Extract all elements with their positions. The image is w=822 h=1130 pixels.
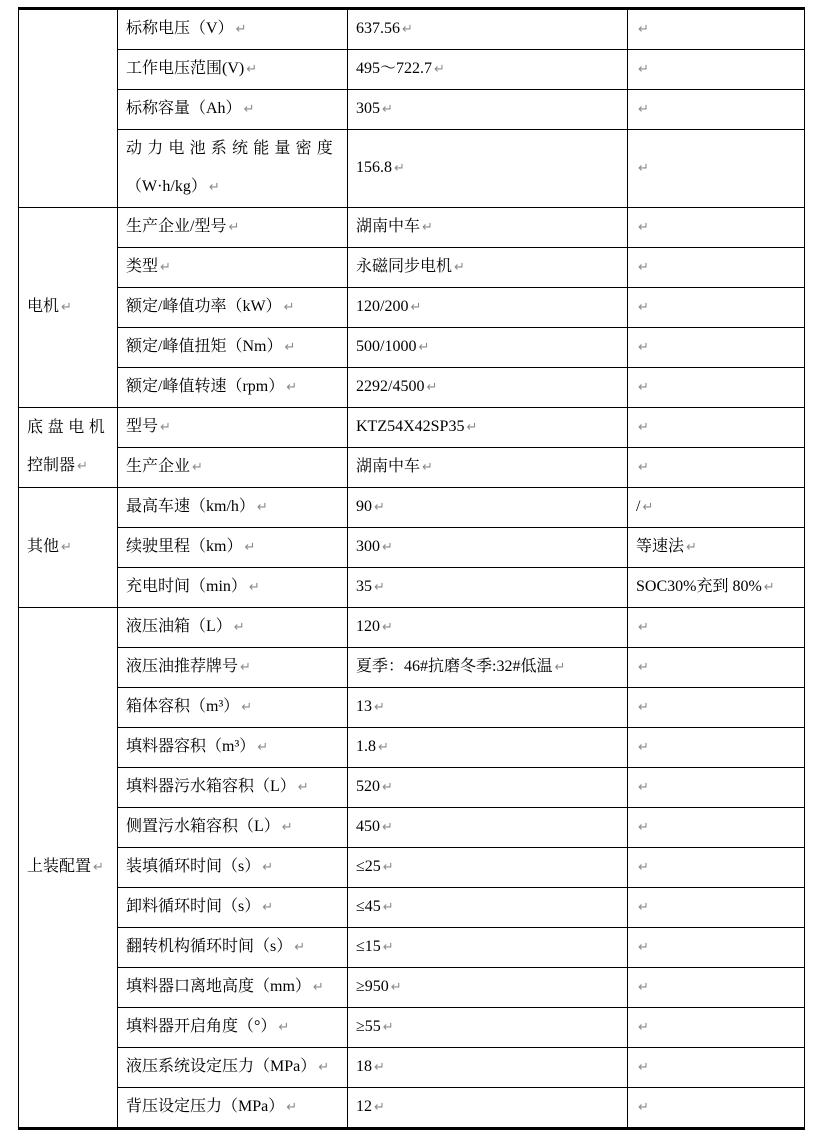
parameter-label: 背压设定压力（MPa） xyxy=(126,1098,285,1115)
parameter-label: 工作电压范围(V) xyxy=(126,60,245,77)
value-text: 18 xyxy=(356,1058,372,1075)
value-cell[interactable] xyxy=(348,208,628,248)
value-text: 13 xyxy=(356,698,372,715)
note-cell[interactable] xyxy=(628,90,805,130)
paragraph-mark-icon: ↵ xyxy=(638,380,649,395)
category-line xyxy=(27,409,109,447)
paragraph-mark-icon: ↵ xyxy=(284,340,296,355)
value-text: 湖南中车 xyxy=(356,458,421,475)
paragraph-mark-icon: ↵ xyxy=(638,900,649,915)
parameter-cell[interactable] xyxy=(118,1008,348,1048)
paragraph-mark-icon: ↵ xyxy=(283,300,295,315)
parameter-label: 填料器污水箱容积（L） xyxy=(126,778,296,795)
paragraph-mark-icon: ↵ xyxy=(382,900,394,915)
parameter-label: 标称容量（Ah） xyxy=(126,100,242,117)
table-row xyxy=(19,1008,805,1048)
paragraph-mark-icon: ↵ xyxy=(192,460,203,475)
paragraph-mark-icon: ↵ xyxy=(382,102,393,117)
parameter-cell[interactable] xyxy=(118,1088,348,1129)
parameter-label: 额定/峰值功率（kW） xyxy=(126,298,282,315)
parameter-label: 液压系统设定压力（MPa） xyxy=(126,1058,317,1075)
note-cell[interactable] xyxy=(628,208,805,248)
value-cell[interactable] xyxy=(348,928,628,968)
parameter-cell[interactable] xyxy=(118,248,348,288)
paragraph-mark-icon: ↵ xyxy=(638,740,649,755)
note-cell[interactable] xyxy=(628,728,805,768)
paragraph-mark-icon: ↵ xyxy=(248,580,260,595)
category-cell[interactable] xyxy=(19,208,118,408)
category-cell[interactable] xyxy=(19,408,118,488)
table-row xyxy=(19,408,805,448)
parameter-cell[interactable] xyxy=(118,9,348,50)
paragraph-mark-icon: ↵ xyxy=(642,500,654,515)
parameter-label: 续驶里程（km） xyxy=(126,538,243,555)
category-cell[interactable] xyxy=(19,9,118,208)
paragraph-mark-icon: ↵ xyxy=(374,700,385,715)
table-row xyxy=(19,288,805,328)
paragraph-mark-icon: ↵ xyxy=(638,420,649,435)
value-cell[interactable] xyxy=(348,1008,628,1048)
table-row xyxy=(19,9,805,50)
value-text: 1.8 xyxy=(356,738,376,755)
note-text: / xyxy=(636,498,641,515)
parameter-label: （W·h/kg） xyxy=(126,178,207,195)
paragraph-mark-icon: ↵ xyxy=(262,900,274,915)
table-row xyxy=(19,1088,805,1129)
value-text: 300 xyxy=(356,538,380,555)
paragraph-mark-icon: ↵ xyxy=(286,1100,298,1115)
paragraph-mark-icon: ↵ xyxy=(61,540,72,555)
paragraph-mark-icon: ↵ xyxy=(257,740,269,755)
paragraph-mark-icon: ↵ xyxy=(208,180,220,195)
paragraph-mark-icon: ↵ xyxy=(466,420,478,435)
document-page xyxy=(0,7,822,1115)
paragraph-mark-icon: ↵ xyxy=(638,980,649,995)
parameter-label: 卸料循环时间（s） xyxy=(126,898,261,915)
value-text: 120 xyxy=(356,618,380,635)
table-row xyxy=(19,968,805,1008)
spec-table xyxy=(18,7,805,1130)
value-text: 永磁同步电机 xyxy=(356,258,453,275)
paragraph-mark-icon: ↵ xyxy=(638,220,649,235)
parameter-label: 额定/峰值转速（rpm） xyxy=(126,378,285,395)
note-text: 等速法 xyxy=(636,538,685,555)
parameter-cell[interactable] xyxy=(118,90,348,130)
parameter-label: 箱体容积（m³） xyxy=(126,698,240,715)
category-line xyxy=(27,528,109,567)
category-label: 电机 xyxy=(27,298,60,315)
paragraph-mark-icon: ↵ xyxy=(638,620,649,635)
paragraph-mark-icon: ↵ xyxy=(638,940,649,955)
note-text: SOC30%充到 80% xyxy=(636,578,762,595)
category-cell[interactable] xyxy=(19,608,118,1129)
value-cell[interactable] xyxy=(348,90,628,130)
paragraph-mark-icon: ↵ xyxy=(686,540,697,555)
paragraph-mark-icon: ↵ xyxy=(426,380,438,395)
value-text: ≥55 xyxy=(356,1018,381,1035)
paragraph-mark-icon: ↵ xyxy=(235,22,247,37)
table-row xyxy=(19,648,805,688)
value-text: 156.8 xyxy=(356,159,392,176)
paragraph-mark-icon: ↵ xyxy=(422,460,433,475)
category-cell[interactable] xyxy=(19,488,118,608)
paragraph-mark-icon: ↵ xyxy=(160,420,171,435)
value-cell[interactable] xyxy=(348,1088,628,1129)
parameter-label: 型号 xyxy=(126,418,159,435)
parameter-cell[interactable] xyxy=(118,928,348,968)
parameter-label: 动力电池系统能量密度 xyxy=(126,140,339,157)
table-row xyxy=(19,488,805,528)
paragraph-mark-icon: ↵ xyxy=(638,300,649,315)
note-cell[interactable] xyxy=(628,1008,805,1048)
parameter-cell[interactable] xyxy=(118,1048,348,1088)
table-row xyxy=(19,568,805,608)
value-text: ≤25 xyxy=(356,858,381,875)
parameter-cell[interactable] xyxy=(118,208,348,248)
paragraph-mark-icon: ↵ xyxy=(93,860,104,875)
value-text: KTZ54X42SP35 xyxy=(356,418,465,435)
paragraph-mark-icon: ↵ xyxy=(410,300,422,315)
value-cell[interactable] xyxy=(348,848,628,888)
paragraph-mark-icon: ↵ xyxy=(638,102,649,117)
value-cell[interactable] xyxy=(348,768,628,808)
note-cell[interactable] xyxy=(628,408,805,448)
paragraph-mark-icon: ↵ xyxy=(318,1060,330,1075)
parameter-cell[interactable] xyxy=(118,648,348,688)
parameter-cell[interactable] xyxy=(118,488,348,528)
parameter-label: 侧置污水箱容积（L） xyxy=(126,818,280,835)
parameter-line xyxy=(126,168,339,207)
paragraph-mark-icon: ↵ xyxy=(638,62,649,77)
note-cell[interactable] xyxy=(628,448,805,488)
table-row xyxy=(19,608,805,648)
value-text: 湖南中车 xyxy=(356,218,421,235)
paragraph-mark-icon: ↵ xyxy=(378,740,389,755)
value-cell[interactable] xyxy=(348,288,628,328)
category-line xyxy=(27,288,109,327)
parameter-cell[interactable] xyxy=(118,528,348,568)
note-cell[interactable] xyxy=(628,808,805,848)
value-text: ≤15 xyxy=(356,938,381,955)
parameter-label: 类型 xyxy=(126,258,159,275)
table-row xyxy=(19,528,805,568)
paragraph-mark-icon: ↵ xyxy=(638,860,649,875)
note-cell[interactable] xyxy=(628,488,805,528)
value-cell[interactable] xyxy=(348,688,628,728)
value-text: ≥950 xyxy=(356,978,389,995)
table-row xyxy=(19,1048,805,1088)
parameter-cell[interactable] xyxy=(118,130,348,208)
parameter-cell[interactable] xyxy=(118,728,348,768)
parameter-cell[interactable] xyxy=(118,448,348,488)
note-cell[interactable] xyxy=(628,848,805,888)
note-cell[interactable] xyxy=(628,608,805,648)
value-text: 120/200 xyxy=(356,298,409,315)
value-text: 2292/4500 xyxy=(356,378,425,395)
parameter-cell[interactable] xyxy=(118,768,348,808)
parameter-label: 液压油推荐牌号 xyxy=(126,658,239,675)
note-cell[interactable] xyxy=(628,888,805,928)
paragraph-mark-icon: ↵ xyxy=(374,500,385,515)
note-cell[interactable] xyxy=(628,688,805,728)
paragraph-mark-icon: ↵ xyxy=(233,620,245,635)
note-cell[interactable] xyxy=(628,968,805,1008)
paragraph-mark-icon: ↵ xyxy=(638,700,649,715)
parameter-cell[interactable] xyxy=(118,888,348,928)
paragraph-mark-icon: ↵ xyxy=(374,580,385,595)
paragraph-mark-icon: ↵ xyxy=(256,500,268,515)
note-cell[interactable] xyxy=(628,368,805,408)
value-text: 35 xyxy=(356,578,372,595)
value-cell[interactable] xyxy=(348,50,628,90)
paragraph-mark-icon: ↵ xyxy=(638,1020,649,1035)
table-row xyxy=(19,368,805,408)
paragraph-mark-icon: ↵ xyxy=(434,62,445,77)
paragraph-mark-icon: ↵ xyxy=(382,620,393,635)
parameter-label: 液压油箱（L） xyxy=(126,618,232,635)
paragraph-mark-icon: ↵ xyxy=(297,780,309,795)
paragraph-mark-icon: ↵ xyxy=(281,820,293,835)
value-cell[interactable] xyxy=(348,488,628,528)
parameter-cell[interactable] xyxy=(118,968,348,1008)
parameter-cell[interactable] xyxy=(118,288,348,328)
table-row xyxy=(19,50,805,90)
paragraph-mark-icon: ↵ xyxy=(382,540,393,555)
paragraph-mark-icon: ↵ xyxy=(61,300,72,315)
paragraph-mark-icon: ↵ xyxy=(243,102,255,117)
paragraph-mark-icon: ↵ xyxy=(240,660,251,675)
value-cell[interactable] xyxy=(348,9,628,50)
note-cell[interactable] xyxy=(628,9,805,50)
note-cell[interactable] xyxy=(628,248,805,288)
paragraph-mark-icon: ↵ xyxy=(638,780,649,795)
value-text: 90 xyxy=(356,498,372,515)
table-row xyxy=(19,130,805,208)
value-text: 500/1000 xyxy=(356,338,417,355)
table-row xyxy=(19,248,805,288)
paragraph-mark-icon: ↵ xyxy=(262,860,274,875)
note-cell[interactable] xyxy=(628,568,805,608)
value-cell[interactable] xyxy=(348,368,628,408)
value-cell[interactable] xyxy=(348,888,628,928)
note-cell[interactable] xyxy=(628,328,805,368)
paragraph-mark-icon: ↵ xyxy=(312,980,324,995)
category-label: 上装配置 xyxy=(27,858,92,875)
value-text: 12 xyxy=(356,1098,372,1115)
parameter-label: 生产企业/型号 xyxy=(126,218,227,235)
table-row xyxy=(19,928,805,968)
value-text: 495～722.7 xyxy=(356,60,433,77)
table-row xyxy=(19,90,805,130)
note-cell[interactable] xyxy=(628,288,805,328)
paragraph-mark-icon: ↵ xyxy=(374,1060,385,1075)
value-cell[interactable] xyxy=(348,568,628,608)
paragraph-mark-icon: ↵ xyxy=(160,260,171,275)
parameter-label: 填料器容积（m³） xyxy=(126,738,256,755)
category-label: 底盘电机 xyxy=(27,419,110,436)
paragraph-mark-icon: ↵ xyxy=(382,780,393,795)
paragraph-mark-icon: ↵ xyxy=(422,220,433,235)
paragraph-mark-icon: ↵ xyxy=(244,540,256,555)
paragraph-mark-icon: ↵ xyxy=(241,700,253,715)
value-text: ≤45 xyxy=(356,898,381,915)
category-label: 控制器 xyxy=(27,457,76,474)
value-text: 520 xyxy=(356,778,380,795)
table-row xyxy=(19,688,805,728)
parameter-label: 填料器开启角度（°） xyxy=(126,1018,277,1035)
note-cell[interactable] xyxy=(628,928,805,968)
category-line xyxy=(27,848,109,887)
paragraph-mark-icon: ↵ xyxy=(638,340,649,355)
paragraph-mark-icon: ↵ xyxy=(638,1060,649,1075)
value-text: 夏季：46#抗磨冬季:32#低温 xyxy=(356,658,553,675)
value-cell[interactable] xyxy=(348,608,628,648)
table-row xyxy=(19,768,805,808)
parameter-label: 标称电压（V） xyxy=(126,20,234,37)
table-row xyxy=(19,728,805,768)
parameter-cell[interactable] xyxy=(118,608,348,648)
paragraph-mark-icon: ↵ xyxy=(382,940,394,955)
category-line xyxy=(27,447,109,486)
paragraph-mark-icon: ↵ xyxy=(763,580,775,595)
value-cell[interactable] xyxy=(348,248,628,288)
parameter-label: 翻转机构循环时间（s） xyxy=(126,938,293,955)
note-cell[interactable] xyxy=(628,768,805,808)
value-text: 637.56 xyxy=(356,20,400,37)
value-cell[interactable] xyxy=(348,648,628,688)
table-row xyxy=(19,848,805,888)
paragraph-mark-icon: ↵ xyxy=(382,820,393,835)
paragraph-mark-icon: ↵ xyxy=(418,340,430,355)
paragraph-mark-icon: ↵ xyxy=(638,660,649,675)
value-text: 305 xyxy=(356,100,380,117)
parameter-cell[interactable] xyxy=(118,808,348,848)
paragraph-mark-icon: ↵ xyxy=(228,220,240,235)
parameter-label: 充电时间（min） xyxy=(126,578,247,595)
value-text: 450 xyxy=(356,818,380,835)
value-cell[interactable] xyxy=(348,1048,628,1088)
value-cell[interactable] xyxy=(348,328,628,368)
paragraph-mark-icon: ↵ xyxy=(394,161,405,176)
paragraph-mark-icon: ↵ xyxy=(638,22,649,37)
paragraph-mark-icon: ↵ xyxy=(77,459,88,474)
note-cell[interactable] xyxy=(628,1048,805,1088)
table-row xyxy=(19,208,805,248)
value-cell[interactable] xyxy=(348,808,628,848)
parameter-label: 填料器口离地高度（mm） xyxy=(126,978,311,995)
paragraph-mark-icon: ↵ xyxy=(382,860,394,875)
parameter-label: 装填循环时间（s） xyxy=(126,858,261,875)
note-cell[interactable] xyxy=(628,1088,805,1129)
parameter-cell[interactable] xyxy=(118,688,348,728)
parameter-cell[interactable] xyxy=(118,368,348,408)
paragraph-mark-icon: ↵ xyxy=(638,460,649,475)
paragraph-mark-icon: ↵ xyxy=(638,161,649,176)
parameter-cell[interactable] xyxy=(118,848,348,888)
paragraph-mark-icon: ↵ xyxy=(554,660,566,675)
spec-table-body xyxy=(19,9,805,1129)
paragraph-mark-icon: ↵ xyxy=(374,1100,385,1115)
paragraph-mark-icon: ↵ xyxy=(382,1020,394,1035)
parameter-cell[interactable] xyxy=(118,50,348,90)
parameter-label: 额定/峰值扭矩（Nm） xyxy=(126,338,283,355)
paragraph-mark-icon: ↵ xyxy=(246,62,258,77)
note-cell[interactable] xyxy=(628,130,805,208)
paragraph-mark-icon: ↵ xyxy=(638,260,649,275)
value-cell[interactable] xyxy=(348,728,628,768)
paragraph-mark-icon: ↵ xyxy=(294,940,306,955)
parameter-line xyxy=(126,130,339,168)
table-row xyxy=(19,328,805,368)
parameter-cell[interactable] xyxy=(118,328,348,368)
parameter-cell[interactable] xyxy=(118,568,348,608)
paragraph-mark-icon: ↵ xyxy=(390,980,402,995)
note-cell[interactable] xyxy=(628,50,805,90)
paragraph-mark-icon: ↵ xyxy=(278,1020,290,1035)
table-row xyxy=(19,888,805,928)
category-label: 其他 xyxy=(27,538,60,555)
paragraph-mark-icon: ↵ xyxy=(454,260,465,275)
paragraph-mark-icon: ↵ xyxy=(638,1100,649,1115)
table-row xyxy=(19,448,805,488)
value-cell[interactable] xyxy=(348,130,628,208)
parameter-label: 生产企业 xyxy=(126,458,191,475)
paragraph-mark-icon: ↵ xyxy=(638,820,649,835)
table-row xyxy=(19,808,805,848)
paragraph-mark-icon: ↵ xyxy=(286,380,298,395)
note-cell[interactable] xyxy=(628,648,805,688)
note-cell[interactable] xyxy=(628,528,805,568)
parameter-cell[interactable] xyxy=(118,408,348,448)
value-cell[interactable] xyxy=(348,408,628,448)
value-cell[interactable] xyxy=(348,968,628,1008)
paragraph-mark-icon: ↵ xyxy=(402,22,413,37)
parameter-label: 最高车速（km/h） xyxy=(126,498,255,515)
value-cell[interactable] xyxy=(348,448,628,488)
value-cell[interactable] xyxy=(348,528,628,568)
